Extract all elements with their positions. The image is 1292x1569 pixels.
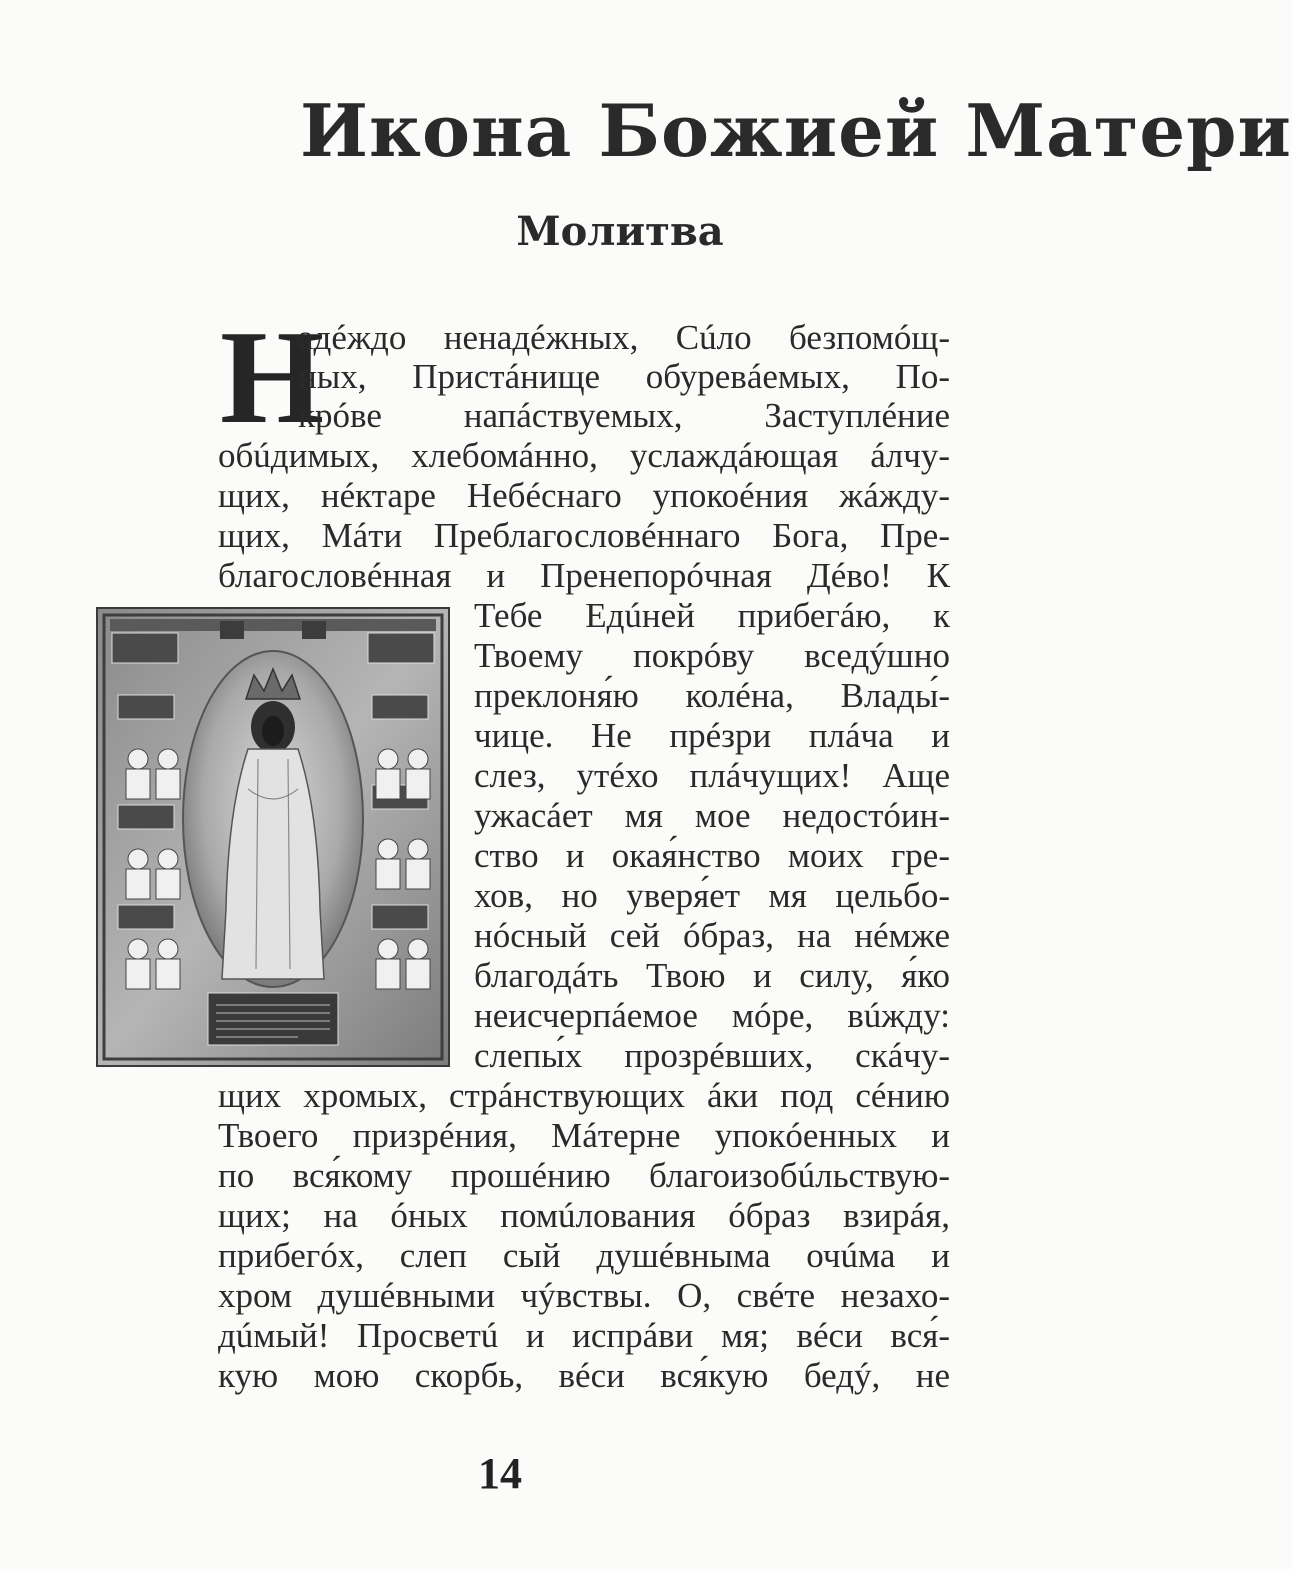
prayer-line: щих, Мáти Преблагословéннаго Бога, Пре- bbox=[218, 516, 950, 555]
prayer-line: дúмый! Просветú и испрáви мя; вéси вся́- bbox=[218, 1316, 950, 1355]
prayer-heading: Молитва bbox=[516, 208, 724, 255]
prayer-line: Твоему покрóву вседýшно bbox=[474, 636, 950, 675]
prayer-line: слепы́х прозрéвших, скáчу- bbox=[474, 1036, 950, 1075]
prayer-line: неисчерпáемое мóре, вúжду: bbox=[474, 996, 950, 1035]
prayer-line: преклоня́ю колéна, Влады́- bbox=[474, 676, 950, 715]
chapter-title: Икона Божией Матери bbox=[300, 88, 1292, 173]
prayer-line: Тебе Едúней прибегáю, к bbox=[474, 596, 950, 635]
icon-illustration bbox=[96, 607, 450, 1067]
prayer-line: благодáть Твою и силу, я́ко bbox=[474, 956, 950, 995]
prayer-line: по вся́кому прошéнию благоизобúльствую- bbox=[218, 1156, 950, 1195]
prayer-line: щих хромых, стрáнствующих áки под сéнию bbox=[218, 1076, 950, 1115]
prayer-line: нóсный сей óбраз, на нéмже bbox=[474, 916, 950, 955]
prayer-line: благословéнная и Пренепорóчная Дéво! К bbox=[218, 556, 950, 595]
prayer-line: кую мою скорбь, вéси вся́кую бедý, не bbox=[218, 1356, 950, 1395]
prayer-line: щих, нéктаре Небéснаго упокоéния жáжду- bbox=[218, 476, 950, 515]
page-number: 14 bbox=[478, 1449, 522, 1498]
prayer-line: ужасáет мя мое недостóин- bbox=[474, 796, 950, 835]
prayer-line: чице. Не прéзри плáча и bbox=[474, 716, 950, 755]
drop-cap-letter: Н bbox=[220, 303, 325, 451]
prayer-line: адéждо ненадéжных, Сúло безпомóщ- bbox=[298, 318, 950, 357]
prayer-line: ных, Пристáнище обуревáемых, По- bbox=[298, 357, 950, 396]
prayer-line: щих; на óных помúлования óбраз взирáя, bbox=[218, 1196, 950, 1235]
prayer-line: хром душéвными чýвствы. О, свéте незахо- bbox=[218, 1276, 950, 1315]
prayer-line: слез, утéхо плáчущих! Аще bbox=[474, 756, 950, 795]
prayer-line: хов, но уверя́ет мя цельбо- bbox=[474, 876, 950, 915]
prayer-line: Твоего призрéния, Мáтерне упокóенных и bbox=[218, 1116, 950, 1155]
prayer-line: крóве напáствуемых, Заступлéние bbox=[298, 396, 950, 435]
prayer-line: прибегóх, слеп сый душéвныма очúма и bbox=[218, 1236, 950, 1275]
prayer-line: ство и окая́нство моих гре- bbox=[474, 836, 950, 875]
prayer-line: обúдимых, хлебомáнно, услаждáющая áлчу- bbox=[218, 436, 950, 475]
